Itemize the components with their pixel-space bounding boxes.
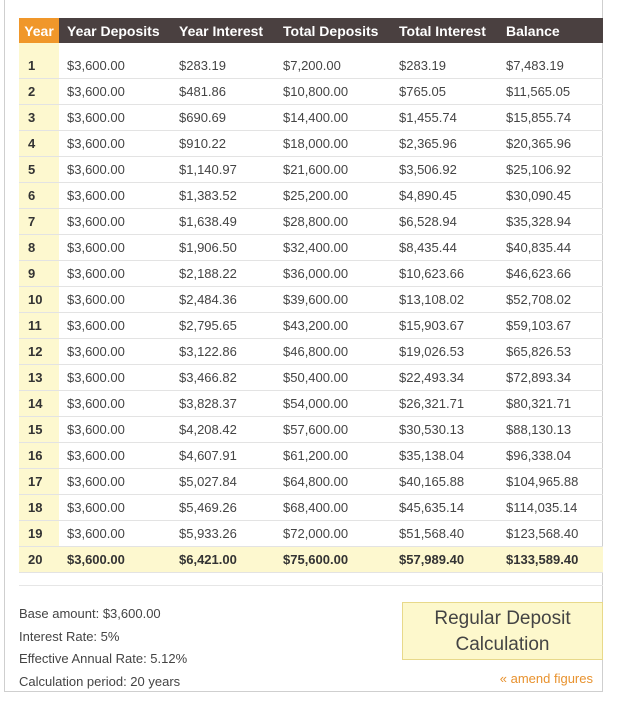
cell-year: 14	[19, 391, 59, 417]
cell-year-deposits: $3,600.00	[59, 313, 171, 339]
cell-total-deposits: $43,200.00	[275, 313, 391, 339]
cell-total-interest: $51,568.40	[391, 521, 498, 547]
cell-year-interest: $5,469.26	[171, 495, 275, 521]
cell-balance: $30,090.45	[498, 183, 603, 209]
divider	[19, 585, 603, 586]
cell-year: 8	[19, 235, 59, 261]
table-row	[19, 521, 603, 547]
cell-year: 12	[19, 339, 59, 365]
table-row	[19, 183, 603, 209]
table-row	[19, 339, 603, 365]
cell-total-deposits: $14,400.00	[275, 105, 391, 131]
calc-period-text: Calculation period: 20 years	[19, 674, 181, 690]
effective-rate-text: Effective Annual Rate: 5.12%	[19, 651, 188, 667]
cell-year-deposits: $3,600.00	[59, 235, 171, 261]
cell-total-deposits: $75,600.00	[275, 547, 391, 573]
cell-year: 16	[19, 443, 59, 469]
cell-total-deposits: $10,800.00	[275, 79, 391, 105]
header-year-deposits: Year Deposits	[59, 18, 171, 43]
amend-figures-link[interactable]: « amend figures	[499, 671, 593, 686]
cell-balance: $15,855.74	[498, 105, 603, 131]
cell-year-interest: $1,638.49	[171, 209, 275, 235]
cell-year-deposits: $3,600.00	[59, 131, 171, 157]
cell-total-deposits: $46,800.00	[275, 339, 391, 365]
header-total-interest: Total Interest	[391, 18, 498, 43]
cell-total-interest: $3,506.92	[391, 157, 498, 183]
cell-year-deposits: $3,600.00	[59, 209, 171, 235]
cell-total-interest: $4,890.45	[391, 183, 498, 209]
cell-year-interest: $2,795.65	[171, 313, 275, 339]
cell-year-deposits: $3,600.00	[59, 521, 171, 547]
cell-total-deposits: $61,200.00	[275, 443, 391, 469]
table-row	[19, 53, 603, 79]
table-row	[19, 391, 603, 417]
cell-balance: $65,826.53	[498, 339, 603, 365]
cell-total-interest: $2,365.96	[391, 131, 498, 157]
table-row	[19, 157, 603, 183]
base-amount-text: Base amount: $3,600.00	[19, 606, 161, 621]
cell-balance: $88,130.13	[498, 417, 603, 443]
cell-total-interest: $19,026.53	[391, 339, 498, 365]
cell-year-deposits: $3,600.00	[59, 105, 171, 131]
cell-year-deposits: $3,600.00	[59, 287, 171, 313]
cell-total-deposits: $7,200.00	[275, 53, 391, 79]
cell-total-interest: $45,635.14	[391, 495, 498, 521]
cell-year-interest: $283.19	[171, 53, 275, 79]
calc-box-line1: Regular Deposit	[434, 608, 571, 629]
table-row	[19, 443, 603, 469]
cell-year-deposits: $3,600.00	[59, 339, 171, 365]
cell-year-interest: $2,484.36	[171, 287, 275, 313]
cell-total-interest: $30,530.13	[391, 417, 498, 443]
cell-balance: $59,103.67	[498, 313, 603, 339]
cell-balance: $11,565.05	[498, 79, 603, 105]
cell-balance: $104,965.88	[498, 469, 603, 495]
cell-year-interest: $3,466.82	[171, 365, 275, 391]
cell-total-deposits: $64,800.00	[275, 469, 391, 495]
cell-year: 9	[19, 261, 59, 287]
cell-balance: $96,338.04	[498, 443, 603, 469]
cell-balance: $40,835.44	[498, 235, 603, 261]
results-table	[19, 18, 603, 573]
table-row	[19, 287, 603, 313]
table-spacer-row	[19, 43, 603, 53]
cell-year-interest: $1,906.50	[171, 235, 275, 261]
cell-total-deposits: $68,400.00	[275, 495, 391, 521]
cell-balance: $72,893.34	[498, 365, 603, 391]
cell-year-interest: $481.86	[171, 79, 275, 105]
cell-year-interest: $1,383.52	[171, 183, 275, 209]
cell-total-interest: $26,321.71	[391, 391, 498, 417]
cell-year: 3	[19, 105, 59, 131]
cell-total-deposits: $39,600.00	[275, 287, 391, 313]
cell-year-interest: $690.69	[171, 105, 275, 131]
table-row	[19, 417, 603, 443]
cell-year-interest: $5,933.26	[171, 521, 275, 547]
cell-year-interest: $3,828.37	[171, 391, 275, 417]
cell-year: 2	[19, 79, 59, 105]
cell-total-interest: $6,528.94	[391, 209, 498, 235]
cell-total-deposits: $18,000.00	[275, 131, 391, 157]
cell-total-interest: $22,493.34	[391, 365, 498, 391]
cell-year-interest: $6,421.00	[171, 547, 275, 573]
table-row	[19, 235, 603, 261]
cell-year: 15	[19, 417, 59, 443]
table-row	[19, 131, 603, 157]
cell-total-interest: $8,435.44	[391, 235, 498, 261]
table-row	[19, 105, 603, 131]
cell-year-interest: $4,208.42	[171, 417, 275, 443]
cell-year-interest: $910.22	[171, 131, 275, 157]
cell-balance: $46,623.66	[498, 261, 603, 287]
cell-year-interest: $2,188.22	[171, 261, 275, 287]
cell-balance: $133,589.40	[498, 547, 603, 573]
cell-year: 10	[19, 287, 59, 313]
cell-year: 13	[19, 365, 59, 391]
cell-year-deposits: $3,600.00	[59, 443, 171, 469]
cell-total-deposits: $25,200.00	[275, 183, 391, 209]
cell-year: 18	[19, 495, 59, 521]
cell-balance: $52,708.02	[498, 287, 603, 313]
cell-year: 19	[19, 521, 59, 547]
cell-year-deposits: $3,600.00	[59, 261, 171, 287]
header-year: Year	[19, 18, 59, 43]
cell-total-interest: $283.19	[391, 53, 498, 79]
cell-year-interest: $4,607.91	[171, 443, 275, 469]
cell-total-deposits: $21,600.00	[275, 157, 391, 183]
cell-total-deposits: $28,800.00	[275, 209, 391, 235]
cell-total-deposits: $36,000.00	[275, 261, 391, 287]
header-balance: Balance	[498, 18, 603, 43]
cell-year-deposits: $3,600.00	[59, 417, 171, 443]
table-total-row	[19, 547, 603, 573]
cell-balance: $80,321.71	[498, 391, 603, 417]
cell-total-interest: $35,138.04	[391, 443, 498, 469]
table-row	[19, 313, 603, 339]
cell-balance: $35,328.94	[498, 209, 603, 235]
cell-year: 7	[19, 209, 59, 235]
cell-total-deposits: $32,400.00	[275, 235, 391, 261]
cell-total-interest: $57,989.40	[391, 547, 498, 573]
cell-total-deposits: $72,000.00	[275, 521, 391, 547]
cell-total-interest: $40,165.88	[391, 469, 498, 495]
cell-year-deposits: $3,600.00	[59, 547, 171, 573]
calc-box-line2: Calculation	[455, 634, 550, 655]
cell-year-interest: $3,122.86	[171, 339, 275, 365]
cell-year-deposits: $3,600.00	[59, 391, 171, 417]
table-row	[19, 261, 603, 287]
cell-year: 5	[19, 157, 59, 183]
cell-year: 4	[19, 131, 59, 157]
cell-total-interest: $765.05	[391, 79, 498, 105]
interest-rate-text: Interest Rate: 5%	[19, 628, 120, 644]
cell-year: 11	[19, 313, 59, 339]
table-header-row	[19, 18, 603, 43]
cell-total-interest: $15,903.67	[391, 313, 498, 339]
cell-balance: $25,106.92	[498, 157, 603, 183]
cell-balance: $114,035.14	[498, 495, 603, 521]
cell-year-deposits: $3,600.00	[59, 365, 171, 391]
cell-total-deposits: $57,600.00	[275, 417, 391, 443]
cell-year: 6	[19, 183, 59, 209]
cell-year-deposits: $3,600.00	[59, 469, 171, 495]
cell-year-deposits: $3,600.00	[59, 79, 171, 105]
cell-balance: $7,483.19	[498, 53, 603, 79]
cell-year: 1	[19, 53, 59, 79]
summary-block	[19, 603, 187, 694]
table-row	[19, 469, 603, 495]
table-row	[19, 79, 603, 105]
cell-total-interest: $1,455.74	[391, 105, 498, 131]
header-total-deposits: Total Deposits	[275, 18, 391, 43]
cell-year-deposits: $3,600.00	[59, 157, 171, 183]
table-row	[19, 365, 603, 391]
table-row	[19, 209, 603, 235]
header-year-interest: Year Interest	[171, 18, 275, 43]
calculation-title-box	[402, 602, 603, 660]
cell-total-deposits: $54,000.00	[275, 391, 391, 417]
cell-year: 17	[19, 469, 59, 495]
cell-total-interest: $10,623.66	[391, 261, 498, 287]
table-row	[19, 495, 603, 521]
cell-year-deposits: $3,600.00	[59, 53, 171, 79]
cell-balance: $123,568.40	[498, 521, 603, 547]
cell-year-deposits: $3,600.00	[59, 495, 171, 521]
cell-balance: $20,365.96	[498, 131, 603, 157]
cell-total-deposits: $50,400.00	[275, 365, 391, 391]
cell-total-interest: $13,108.02	[391, 287, 498, 313]
cell-year-interest: $1,140.97	[171, 157, 275, 183]
cell-year-interest: $5,027.84	[171, 469, 275, 495]
cell-year-deposits: $3,600.00	[59, 183, 171, 209]
cell-year: 20	[19, 547, 59, 573]
